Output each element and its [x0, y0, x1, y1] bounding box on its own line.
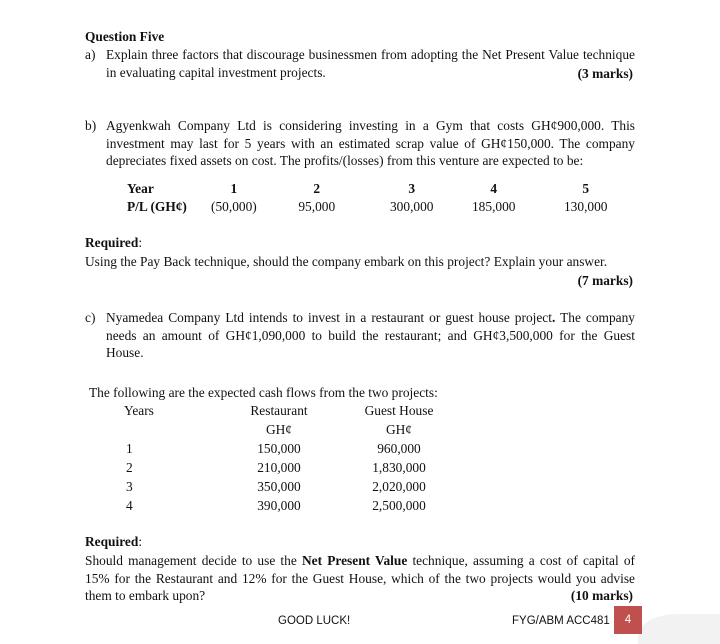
part-a-text: Explain three factors that discourage businessmen from adopting the Net Present Value technique in evaluating capital investment projects. [106, 47, 635, 80]
pl-cell: (50,000) [211, 199, 257, 214]
required-colon: : [138, 534, 143, 549]
row-guest-house: 1,830,000 [372, 460, 426, 475]
year-cell: 4 [490, 181, 498, 196]
year-cell: 2 [313, 181, 321, 196]
row-restaurant: 350,000 [257, 479, 301, 494]
table-row [118, 440, 454, 459]
year-row-label: Year [127, 181, 154, 196]
part-b-required-heading [85, 234, 142, 252]
pl-row-label: P/L (GH¢) [127, 199, 187, 214]
part-a-label: a) [85, 47, 96, 62]
row-year: 1 [126, 441, 133, 456]
required-colon: : [138, 235, 143, 250]
table-row [118, 478, 454, 497]
pl-row [127, 198, 631, 216]
row-guest-house: 2,500,000 [372, 498, 426, 513]
row-year: 2 [126, 460, 133, 475]
pl-cell: 300,000 [389, 199, 434, 214]
row-restaurant: 210,000 [257, 460, 301, 475]
year-row [127, 180, 631, 198]
part-b-text: Agyenkwah Company Ltd is considering investing in a Gym that costs GH¢900,000. This investment may last for 5 years with an estimated scrap value of GH¢150,000. The company depreciates fixed assets on cost. The profits/(losses) from this venture are expected to be: [106, 118, 635, 168]
part-c-text-rest: The company needs an amount of GH¢1,090,000 to build the restaurant; and GH¢3,500,000 for the Guest House. [106, 310, 635, 360]
header-years: Years [124, 403, 154, 418]
part-b-required-text: Using the Pay Back technique, should the company embark on this project? Explain your answer. [85, 254, 608, 269]
profit-loss-table [127, 180, 631, 216]
pl-cell: 185,000 [471, 199, 516, 214]
part-c-text [106, 309, 635, 362]
part-b-label: b) [85, 118, 97, 133]
course-code: FYG/ABM ACC481 [512, 615, 610, 627]
units-restaurant: GH¢ [265, 422, 293, 437]
row-restaurant: 150,000 [257, 441, 301, 456]
units-years [118, 421, 214, 440]
header-restaurant: Restaurant [250, 403, 308, 418]
cash-flow-intro: The following are the expected cash flows from the two projects: [89, 385, 438, 400]
part-c-text-main: Nyamedea Company Ltd intends to invest in a restaurant or guest house project [106, 310, 552, 325]
cash-flow-units-row [118, 421, 454, 440]
page-corner-shade [638, 614, 720, 644]
page-number-badge: 4 [614, 606, 642, 634]
cash-flow-header-row [118, 402, 454, 421]
row-year: 4 [126, 498, 133, 513]
part-c-required-text [85, 552, 635, 605]
required-text-bold: Net Present Value [301, 553, 408, 568]
required-text-pre: Should management decide to use the [85, 553, 302, 568]
part-a-marks: (3 marks) [577, 66, 633, 81]
pl-cell: 130,000 [563, 199, 608, 214]
good-luck-text: GOOD LUCK! [278, 615, 351, 627]
table-row [118, 497, 454, 516]
part-c-marks: (10 marks) [570, 588, 633, 603]
row-year: 3 [126, 479, 133, 494]
row-guest-house: 960,000 [377, 441, 421, 456]
year-cell: 1 [230, 181, 238, 196]
table-row [118, 459, 454, 478]
part-c-label: c) [85, 310, 96, 325]
cash-flow-table [118, 402, 454, 516]
part-c-required [85, 552, 635, 605]
required-label: Required [85, 235, 139, 250]
required-text-post: technique, assuming a cost of capital of 15% for the Restaurant and 12% for the Guest House, which of the two projects would you advise them to embark upon? [85, 553, 635, 603]
row-restaurant: 390,000 [257, 498, 301, 513]
part-a [106, 46, 635, 81]
units-guest-house: GH¢ [385, 422, 413, 437]
pl-cell: 95,000 [298, 199, 336, 214]
part-c-period: . [551, 310, 556, 325]
year-cell: 5 [582, 181, 590, 196]
header-guest-house: Guest House [364, 403, 434, 418]
year-cell: 3 [408, 181, 416, 196]
part-b-marks: (7 marks) [577, 273, 633, 288]
row-guest-house: 2,020,000 [372, 479, 426, 494]
part-c-required-heading [85, 533, 142, 551]
question-title: Question Five [85, 29, 165, 44]
part-b-required [85, 253, 635, 288]
required-label: Required [85, 534, 139, 549]
